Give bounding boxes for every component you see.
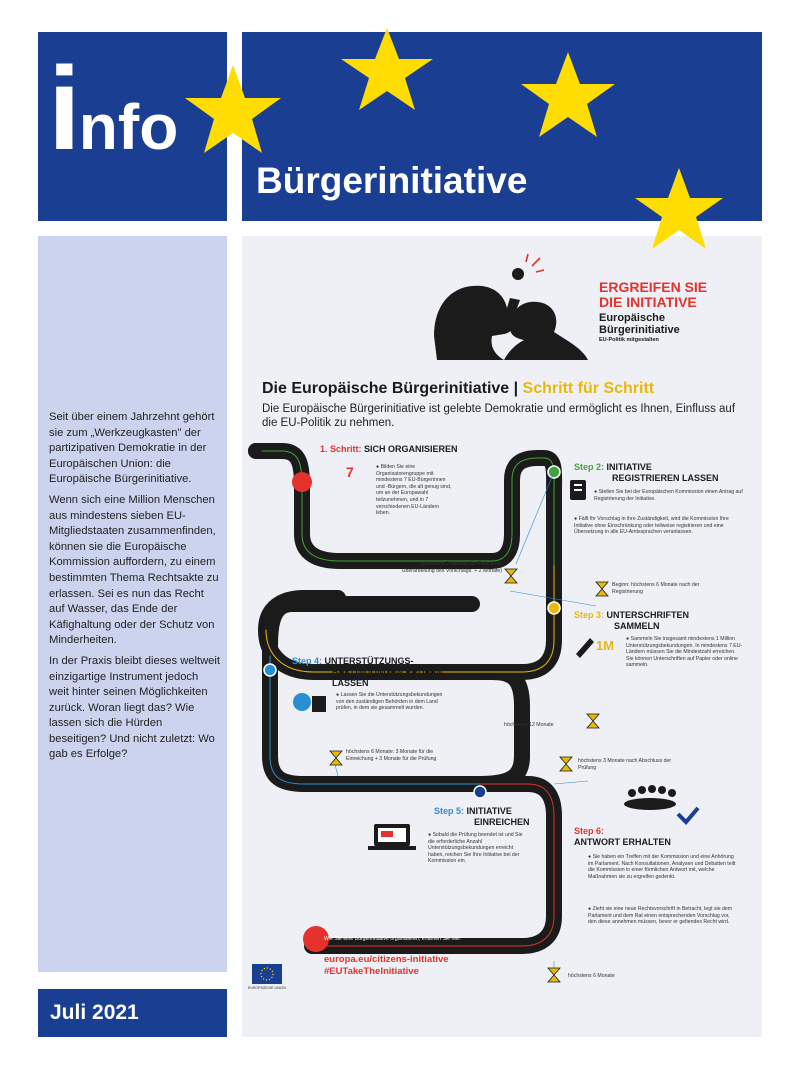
step-4-title-3: LASSEN: [332, 678, 369, 688]
info-header-block: [38, 32, 227, 221]
step-5-title-1: INITIATIVE: [466, 806, 512, 816]
info-letter-i: i: [48, 43, 77, 175]
step-6-text-1: ● Sie haben ein Treffen mit der Kommission und eine Anhörung im Parlament. Nach Konsultationen, Analysen und Debatten teilt die Kommission in einer förmlichen Antwort mit, welche Maßnahmen sie zu ergreifen gedenkt.: [588, 854, 736, 880]
step-4-title-1: UNTERSTÜTZUNGS-: [324, 656, 414, 666]
step-6-title: ANTWORT ERHALTEN: [574, 837, 671, 847]
issue-date: Juli 2021: [50, 1001, 139, 1024]
step-3-text: ● Sammeln Sie insgesamt mindestens 1 Million Unterstützungsbekundungen. In mindestens 7 EU-Ländern müssen Sie die Mindestzahl erreichen. Sie können Unterschriften auf Papier oder online sammeln.: [626, 636, 743, 669]
duration-answer: höchstens 6 Monate: [568, 973, 615, 979]
hashtag[interactable]: #EUTakeTheInitiative: [324, 966, 419, 977]
step-6-text-2: ● Zieht sie eine neue Rechtsvorschrift in Betracht, legt sie dem Parlament und dem Rat einen entsprechenden Vorschlag vor, den diese annehmen müssen, bevor er geltendes Recht wird.: [588, 906, 733, 926]
duration-verification: höchstens 6 Monate: 3 Monate für die Einreichung + 3 Monate für die Prüfung: [346, 749, 437, 762]
step-1-title: SICH ORGANISIEREN: [364, 444, 458, 454]
sidebar-paragraph-3: In der Praxis bleibt dieses weltweit einzigartige Instrument jedoch weit hinter seinen Möglichkeiten zurück. Woran liegt das? Wie lassen sich die Hürden beseitigen? Und nicht zuletzt: Wo gab es Erfolge?: [49, 654, 220, 761]
slogan-line-1: ERGREIFEN SIE: [599, 279, 708, 295]
step-5-title-2: EINREICHEN: [474, 817, 530, 827]
slogan-subtitle: EU-Politik mitgestalten: [599, 337, 659, 343]
step-1-heading: [320, 444, 458, 454]
infographic-poster: [242, 236, 762, 1037]
slogan-block: [599, 280, 707, 343]
duration-step-2: höchstens 2 Monate (im Falle einer Überarbeitung des Vorschlags: + 2 Monate): [401, 561, 502, 574]
slogan-line-2: DIE INITIATIVE: [599, 294, 697, 310]
step-2-title-2: REGISTRIEREN LASSEN: [612, 473, 719, 483]
infographic-intro: Die Europäische Bürgerinitiative ist gelebte Demokratie und ermöglicht es Ihnen, Einfluss auf die EU-Politik zu nehmen.: [262, 403, 736, 429]
info-wordmark: [48, 43, 179, 175]
step-3-title-1: UNTERSCHRIFTEN: [606, 610, 690, 620]
initiative-url-link[interactable]: europa.eu/citizens-initiative: [324, 954, 449, 965]
title-band: [242, 32, 762, 221]
infographic-headline: [262, 380, 654, 398]
sidebar-paragraph-1: Seit über einem Jahrzehnt gehört sie zum „Werkzeugkasten" der partizipativen Demokratie in der Europäischen Union: die Europäische Bürgerinitiative.: [49, 411, 215, 486]
step-5-number: Step 5:: [434, 806, 465, 816]
step-2-text-1: ● Stellen Sie bei der Europäischen Kommission einen Antrag auf Registrierung der Initiative.: [594, 489, 743, 502]
footer-hint: Wie Sie eine Bürgerinitiative organisieren, erfahren Sie hier:: [324, 936, 462, 942]
step-1-text: ● Bilden Sie eine Organisatorengruppe mit mindestens 7 EU-Bürgerinnen und -Bürgern, die alt genug sind, um an der Europawahl teilzunehmen, und in 7 verschiedenen EU-Ländern leben.: [376, 464, 452, 517]
step-5-text: ● Sobald die Prüfung beendet ist und Sie die erforderliche Anzahl Unterstützungsbekundungen erreicht haben, reichen Sie Ihre Initiative bei der Kommission ein.: [428, 832, 523, 865]
step-1-number: 1. Schritt:: [320, 444, 362, 454]
step-2-heading: [574, 462, 652, 472]
slogan-brand-1: Europäische: [599, 312, 666, 324]
duration-submission: höchstens 3 Monate nach Abschluss der Prüfung: [578, 758, 672, 771]
step-2-number: Step 2:: [574, 462, 605, 472]
duration-collection: höchstens 12 Monate: [504, 722, 554, 728]
step-1-badge: 7: [346, 464, 354, 480]
step-3-heading: [574, 610, 689, 620]
duration-start-collection: Beginn: höchstens 6 Monate nach der Registrierung: [612, 582, 700, 595]
headline-main: Die Europäische Bürgerinitiative |: [262, 380, 523, 397]
step-4-text: ● Lassen Sie die Unterstützungsbekundungen von den zuständigen Behörden in dem Land prüfen, in dem sie gesammelt wurden.: [336, 692, 443, 712]
sidebar-paragraph-2: Wenn sich eine Million Menschen aus mindestens sieben EU-Mitgliedstaaten zusammenfinden, können sie die Europäische Kommission auffordern, zu einem bestimmten Thema Rechtsakte zu erlassen. Sei es nun das Recht auf Wasser, das Ende der Käfighaltung oder der Schutz von Minderheiten.: [49, 493, 219, 647]
step-3-badge: 1M: [596, 638, 615, 653]
step-4-heading: [292, 656, 414, 666]
headline-highlight: Schritt für Schritt: [522, 380, 655, 397]
step-5-heading: [434, 806, 512, 816]
date-band: [38, 989, 227, 1037]
page-title: Bürgerinitiative: [256, 160, 528, 201]
step-3-title-2: SAMMELN: [614, 621, 660, 631]
sidebar-text: [49, 410, 221, 768]
step-4-title-2: BEKUNDUNGEN PRÜFEN: [332, 667, 443, 677]
step-3-number: Step 3:: [574, 610, 605, 620]
step-2-title-1: INITIATIVE: [606, 462, 652, 472]
eu-logo-label: EUROPÄISCHE UNION: [248, 986, 286, 990]
step-6-number: Step 6:: [574, 826, 605, 836]
info-letters-nfo: nfo: [78, 91, 179, 163]
slogan-brand-2: Bürgerinitiative: [599, 324, 680, 336]
step-4-number: Step 4:: [292, 656, 323, 666]
sidebar-panel: [38, 236, 227, 972]
step-2-text-2: ● Fällt Ihr Vorschlag in ihre Zuständigkeit, wird die Kommission Ihre Initiative ohne Einschränkung oder teilweise registrieren und eine Übersetzung in alle EU-Amtssprachen veranlassen.: [574, 516, 729, 536]
